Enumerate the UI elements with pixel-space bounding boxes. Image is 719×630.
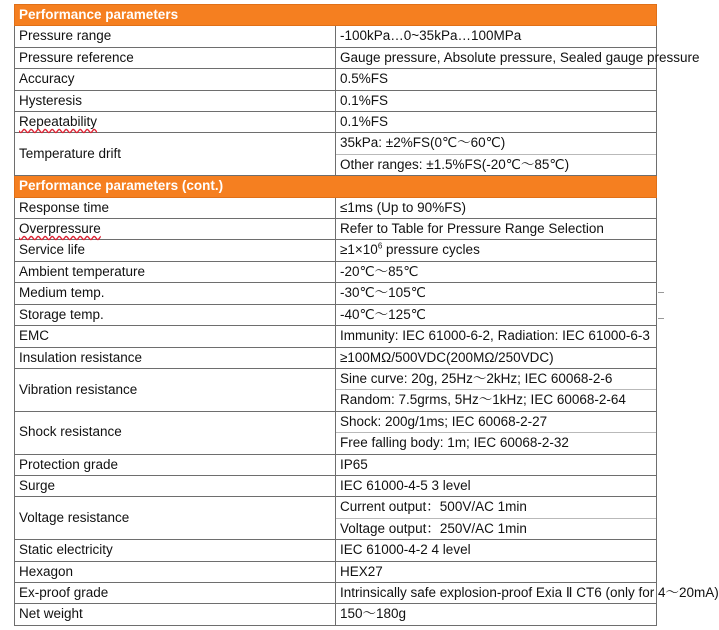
table-row — [15, 561, 657, 582]
table-row — [15, 47, 657, 68]
parameter-label — [15, 283, 336, 304]
performance-parameters-sheet — [14, 4, 719, 626]
parameter-label-text: Service life — [19, 242, 86, 258]
parameter-value — [336, 69, 657, 90]
table-row — [15, 112, 657, 133]
parameter-value — [336, 240, 657, 261]
parameter-label — [15, 582, 336, 603]
parameter-label — [15, 326, 336, 347]
page-edge-mark — [658, 318, 664, 319]
parameter-label-text: Insulation resistance — [19, 349, 143, 365]
parameter-value-text: 0.5%FS — [340, 71, 389, 87]
parameter-label-text: Static electricity — [19, 542, 113, 558]
parameter-label — [15, 240, 336, 261]
table-row — [15, 326, 657, 347]
table-row — [15, 240, 657, 261]
parameter-value — [336, 283, 657, 304]
parameter-value-suffix: pressure cycles — [382, 242, 480, 258]
parameter-value-text: Free falling body: 1m; IEC 60068-2-32 — [340, 435, 569, 451]
table-row — [15, 475, 657, 496]
parameter-label — [15, 368, 336, 411]
parameter-value — [336, 518, 657, 539]
parameter-label — [15, 475, 336, 496]
parameter-value — [336, 219, 657, 240]
parameter-label-text: Response time — [19, 199, 110, 215]
parameter-label-text: Repeatability — [19, 114, 98, 130]
page-edge-mark — [658, 292, 664, 293]
parameter-value-text: 0.1%FS — [340, 92, 389, 108]
parameter-value-text: IP65 — [340, 456, 368, 472]
table-row — [15, 411, 657, 432]
parameter-label-text: Overpressure — [19, 221, 101, 237]
parameter-label-text: Protection grade — [19, 456, 119, 472]
parameter-value — [336, 475, 657, 496]
parameter-label-text: Voltage resistance — [19, 510, 130, 526]
parameter-label — [15, 90, 336, 111]
parameter-value-text: Other ranges: ±1.5%FS(-20℃～85℃) — [340, 156, 570, 172]
parameter-value — [336, 368, 657, 389]
parameter-value — [336, 561, 657, 582]
parameter-value — [336, 390, 657, 411]
parameter-label — [15, 454, 336, 475]
parameter-label — [15, 347, 336, 368]
table-row — [15, 133, 657, 154]
section-header-row — [15, 176, 657, 197]
parameter-value-text: Refer to Table for Pressure Range Selection — [340, 221, 604, 237]
parameter-label — [15, 304, 336, 325]
parameter-value — [336, 261, 657, 282]
parameter-label-text: Temperature drift — [19, 146, 122, 162]
parameter-value-text: -20℃～85℃ — [340, 263, 419, 279]
table-row — [15, 347, 657, 368]
parameter-label-text: Hexagon — [19, 563, 74, 579]
parameter-label — [15, 411, 336, 454]
parameter-value — [336, 497, 657, 518]
parameter-value — [336, 433, 657, 454]
parameter-value-text: ≤1ms (Up to 90%FS) — [340, 199, 466, 215]
exponent: 6 — [377, 241, 383, 251]
parameter-value-text: IEC 61000-4-5 3 level — [340, 477, 471, 493]
table-row — [15, 69, 657, 90]
parameter-label — [15, 47, 336, 68]
parameter-value-text: -100kPa…0~35kPa…100MPa — [340, 28, 522, 44]
parameter-label-text: Surge — [19, 477, 56, 493]
parameter-label-text: Ex-proof grade — [19, 584, 109, 600]
table-row — [15, 497, 657, 518]
parameter-value-text: ≥1×10 — [340, 242, 378, 258]
parameter-label — [15, 26, 336, 47]
parameter-label — [15, 197, 336, 218]
parameter-label-text: Accuracy — [19, 71, 75, 87]
parameter-label-text: EMC — [19, 328, 49, 344]
parameter-value-text: Voltage output：250V/AC 1min — [340, 520, 527, 536]
parameter-value-text: 150～180g — [340, 606, 407, 622]
parameter-label-text: Shock resistance — [19, 424, 122, 440]
parameter-value-text: ≥100MΩ/500VDC(200MΩ/250VDC) — [340, 349, 554, 365]
table-row — [15, 368, 657, 389]
parameter-value — [336, 197, 657, 218]
parameter-label-text: Medium temp. — [19, 285, 105, 301]
section-title: Performance parameters — [15, 5, 657, 26]
parameter-label — [15, 112, 336, 133]
parameter-label-text: Storage temp. — [19, 306, 104, 322]
parameter-value-text: -30℃～105℃ — [340, 285, 426, 301]
table-row — [15, 197, 657, 218]
parameter-value — [336, 326, 657, 347]
parameter-value-text: HEX27 — [340, 563, 383, 579]
parameter-label — [15, 261, 336, 282]
parameter-label — [15, 69, 336, 90]
parameter-value — [336, 582, 719, 603]
parameter-value — [336, 304, 657, 325]
table-row — [15, 283, 657, 304]
parameter-label-text: Pressure range — [19, 28, 112, 44]
parameter-label — [15, 219, 336, 240]
parameter-value — [336, 26, 657, 47]
parameter-value-text: 35kPa: ±2%FS(0℃～60℃) — [340, 135, 506, 151]
parameter-value-text: Current output：500V/AC 1min — [340, 499, 527, 515]
parameter-label-text: Ambient temperature — [19, 263, 146, 279]
table-row — [15, 540, 657, 561]
parameter-value — [336, 90, 657, 111]
parameter-value-text: Immunity: IEC 61000-6-2, Radiation: IEC 61000-6-3 — [340, 328, 650, 344]
parameter-value-text: Gauge pressure, Absolute pressure, Sealed gauge pressure — [340, 49, 700, 65]
parameter-label-text: Net weight — [19, 606, 83, 622]
parameter-value — [336, 604, 657, 625]
parameter-value-text: Sine curve: 20g, 25Hz～2kHz; IEC 60068-2-6 — [340, 370, 613, 386]
parameters-table-body — [15, 5, 719, 626]
parameter-value — [336, 411, 657, 432]
parameter-value — [336, 112, 657, 133]
parameter-value-text: Random: 7.5grms, 5Hz～1kHz; IEC 60068-2-64 — [340, 392, 626, 408]
section-title: Performance parameters (cont.) — [15, 176, 657, 197]
table-row — [15, 219, 657, 240]
parameters-table — [14, 4, 719, 626]
parameter-value — [336, 47, 700, 68]
parameter-value — [336, 454, 657, 475]
parameter-label — [15, 604, 336, 625]
parameter-label — [15, 561, 336, 582]
parameter-value-text: 0.1%FS — [340, 114, 389, 130]
parameter-label-text: Hysteresis — [19, 92, 83, 108]
parameter-label — [15, 133, 336, 176]
table-row — [15, 582, 657, 603]
table-row — [15, 454, 657, 475]
parameter-value — [336, 133, 657, 154]
parameter-label — [15, 540, 336, 561]
parameter-value — [336, 154, 657, 175]
parameter-label-text: Pressure reference — [19, 49, 134, 65]
section-header-row — [15, 5, 657, 26]
parameter-label-text: Vibration resistance — [19, 381, 138, 397]
table-row — [15, 604, 657, 625]
parameter-label — [15, 497, 336, 540]
table-row — [15, 304, 657, 325]
table-row — [15, 90, 657, 111]
table-row — [15, 26, 657, 47]
parameter-value — [336, 540, 657, 561]
parameter-value-text: -40℃～125℃ — [340, 306, 426, 322]
parameter-value — [336, 347, 657, 368]
parameter-value-text: IEC 61000-4-2 4 level — [340, 542, 471, 558]
table-row — [15, 261, 657, 282]
parameter-value-text: Intrinsically safe explosion-proof Exia Ⅱ CT6 (only for 4～20mA) — [340, 584, 719, 600]
parameter-value-text: Shock: 200g/1ms; IEC 60068-2-27 — [340, 413, 548, 429]
